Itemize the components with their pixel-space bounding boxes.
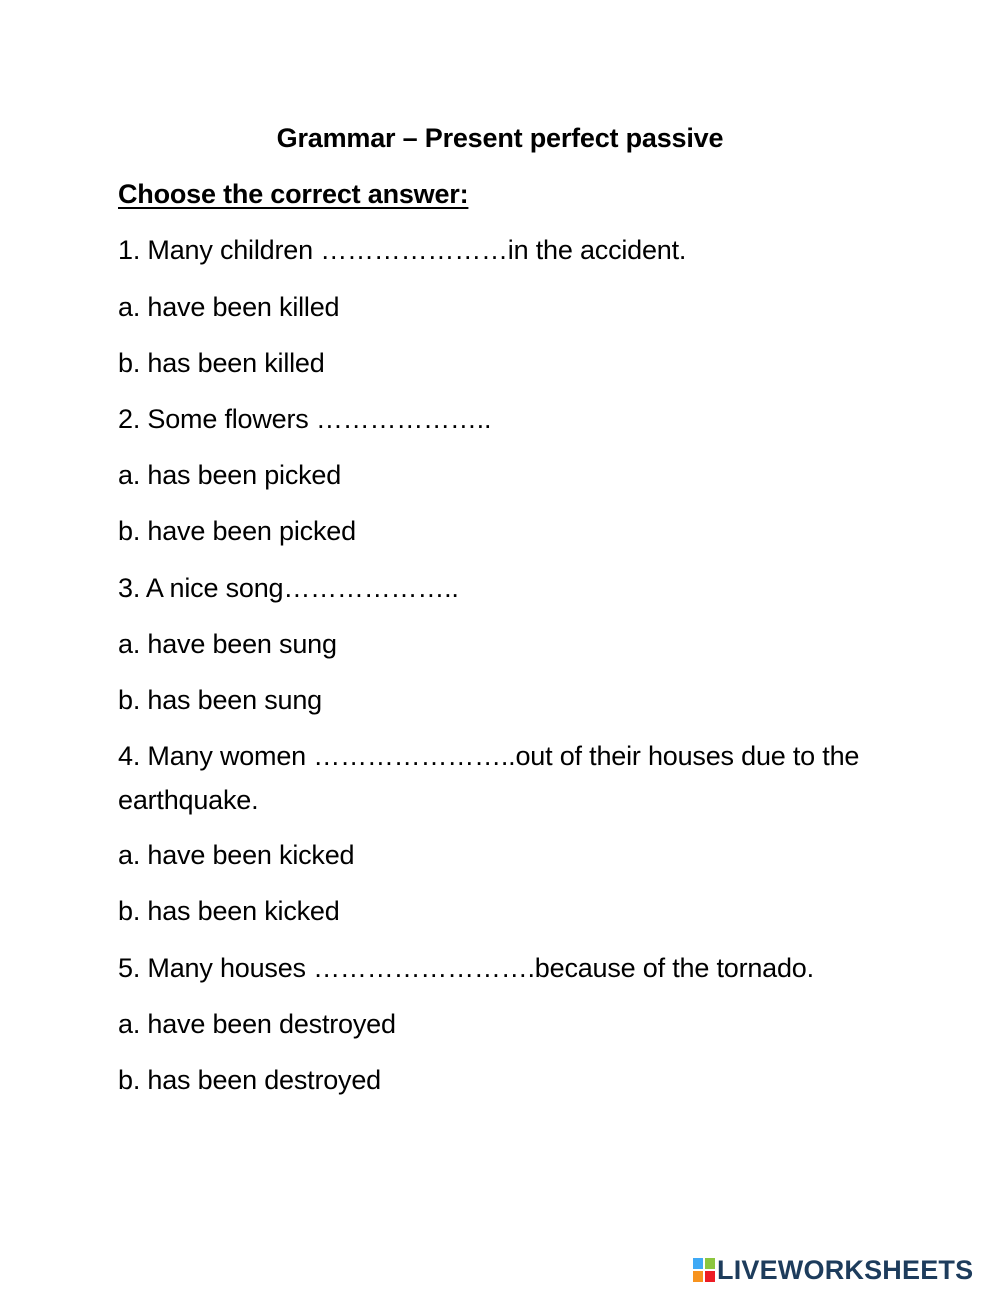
question-1-text: 1. Many children …………………in the accident. bbox=[118, 235, 687, 265]
instruction-heading: Choose the correct answer: bbox=[118, 179, 469, 209]
question-3-option-a[interactable]: a. have been sung bbox=[118, 629, 337, 659]
liveworksheets-logo bbox=[693, 1254, 973, 1286]
question-1-option-b[interactable]: b. has been killed bbox=[118, 348, 325, 378]
question-5-option-a[interactable]: a. have been destroyed bbox=[118, 1009, 396, 1039]
question-3-option-b[interactable]: b. has been sung bbox=[118, 685, 322, 715]
question-5-option-b[interactable]: b. has been destroyed bbox=[118, 1065, 381, 1095]
question-3-text: 3. A nice song……………….. bbox=[118, 573, 459, 603]
question-2-option-a[interactable]: a. has been picked bbox=[118, 460, 342, 490]
liveworksheets-logo-icon bbox=[693, 1258, 715, 1282]
liveworksheets-logo-text: LIVEWORKSHEETS bbox=[717, 1254, 974, 1285]
question-2-option-b[interactable]: b. have been picked bbox=[118, 516, 356, 546]
question-5-text: 5. Many houses …………………….because of the tornado. bbox=[118, 953, 814, 983]
question-1-option-a[interactable]: a. have been killed bbox=[118, 292, 340, 322]
question-4-option-a[interactable]: a. have been kicked bbox=[118, 840, 355, 870]
question-4-option-b[interactable]: b. has been kicked bbox=[118, 896, 340, 926]
page-title: Grammar – Present perfect passive bbox=[276, 123, 724, 153]
question-2-text: 2. Some flowers ……………….. bbox=[118, 404, 492, 434]
question-4-text: 4. Many women …………………..out of their houses due to the earthquake. bbox=[118, 741, 860, 815]
